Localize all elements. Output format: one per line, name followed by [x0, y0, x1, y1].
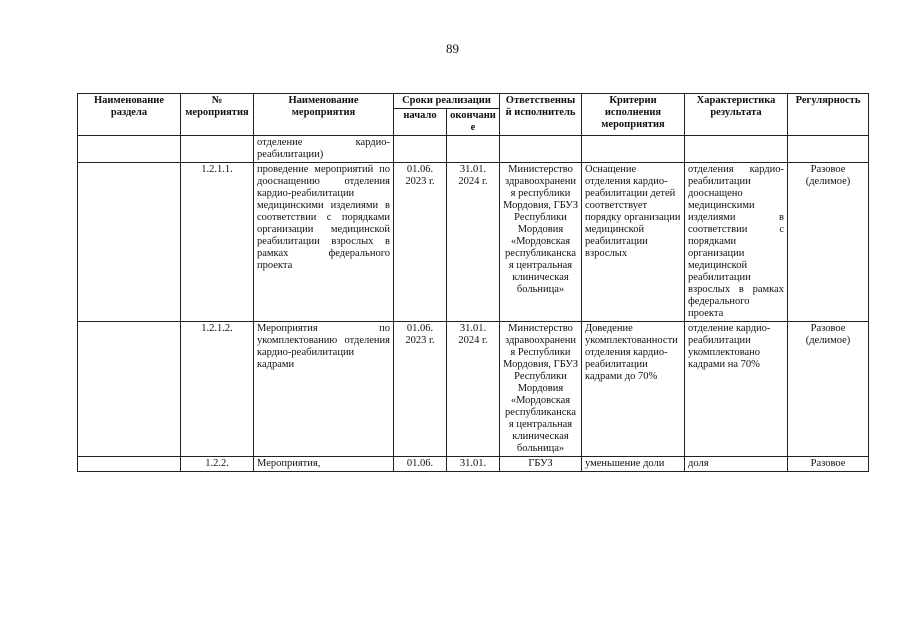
cell-executor [500, 136, 582, 163]
page-number: 89 [446, 41, 459, 56]
cell-start: 01.06. 2023 г. [394, 322, 447, 457]
cell-criteria [582, 136, 685, 163]
cell-end: 31.01. 2024 г. [447, 322, 500, 457]
cell-section [78, 322, 181, 457]
cell-start [394, 136, 447, 163]
header-executor: Ответственный исполнитель [500, 94, 582, 136]
header-criteria: Критерии исполнения мероприятия [582, 94, 685, 136]
cell-regularity: Разовое (делимое) [788, 322, 869, 457]
cell-start: 01.06. 2023 г. [394, 163, 447, 322]
cell-number [181, 136, 254, 163]
cell-section [78, 457, 181, 472]
cell-number: 1.2.2. [181, 457, 254, 472]
table-row [78, 457, 869, 472]
table-row [78, 136, 869, 163]
cell-executor: ГБУЗ [500, 457, 582, 472]
cell-section [78, 163, 181, 322]
cell-end: 31.01. [447, 457, 500, 472]
cell-section [78, 136, 181, 163]
cell-number: 1.2.1.1. [181, 163, 254, 322]
header-end: окончание [447, 109, 500, 136]
cell-name: Мероприятия по укомплектованию отделения кардио-реабилитации кадрами [254, 322, 394, 457]
table-row [78, 163, 869, 322]
cell-result [685, 136, 788, 163]
cell-executor: Министерство здравоохранения республики Мордовия, ГБУЗ Республики Мордовия «Мордовская республиканская центральная клиническая больница» [500, 163, 582, 322]
table-body [78, 136, 869, 472]
cell-regularity: Разовое (делимое) [788, 163, 869, 322]
table-header [78, 94, 869, 136]
cell-end [447, 136, 500, 163]
cell-result: отделение кардио-реабилитации укомплектовано кадрами на 70% [685, 322, 788, 457]
events-table [77, 93, 869, 472]
cell-executor: Министерство здравоохранения Республики Мордовия, ГБУЗ Республики Мордовия «Мордовская республиканская центральная клиническая больница» [500, 322, 582, 457]
cell-criteria: Оснащение отделения кардио-реабилитации детей соответствует порядку организации медицинской реабилитации взрослых [582, 163, 685, 322]
header-section-name: Наименование раздела [78, 94, 181, 136]
header-start: начало [394, 109, 447, 136]
cell-name: отделение кардио-реабилитации) [254, 136, 394, 163]
table-row [78, 322, 869, 457]
header-event-number: № мероприятия [181, 94, 254, 136]
header-event-name: Наименование мероприятия [254, 94, 394, 136]
cell-number: 1.2.1.2. [181, 322, 254, 457]
header-result: Характеристика результата [685, 94, 788, 136]
cell-criteria: Доведение укомплектованности отделения кардио-реабилитации кадрами до 70% [582, 322, 685, 457]
cell-result: отделения кардио-реабилитации дооснащено медицинскими изделиями в соответствии с порядками организации медицинской реабилитации взрослых в рамках федерального проекта [685, 163, 788, 322]
cell-start: 01.06. [394, 457, 447, 472]
cell-name: Мероприятия, [254, 457, 394, 472]
header-timeline: Сроки реализации [394, 94, 500, 109]
cell-result: доля [685, 457, 788, 472]
cell-end: 31.01. 2024 г. [447, 163, 500, 322]
cell-regularity [788, 136, 869, 163]
header-regularity: Регулярность [788, 94, 869, 136]
cell-regularity: Разовое [788, 457, 869, 472]
cell-name: проведение мероприятий по дооснащению отделения кардио-реабилитации медицинскими изделиями в соответствии с порядками организации медицинской реабилитации взрослых в рамках федерального проекта [254, 163, 394, 322]
cell-criteria: уменьшение доли [582, 457, 685, 472]
